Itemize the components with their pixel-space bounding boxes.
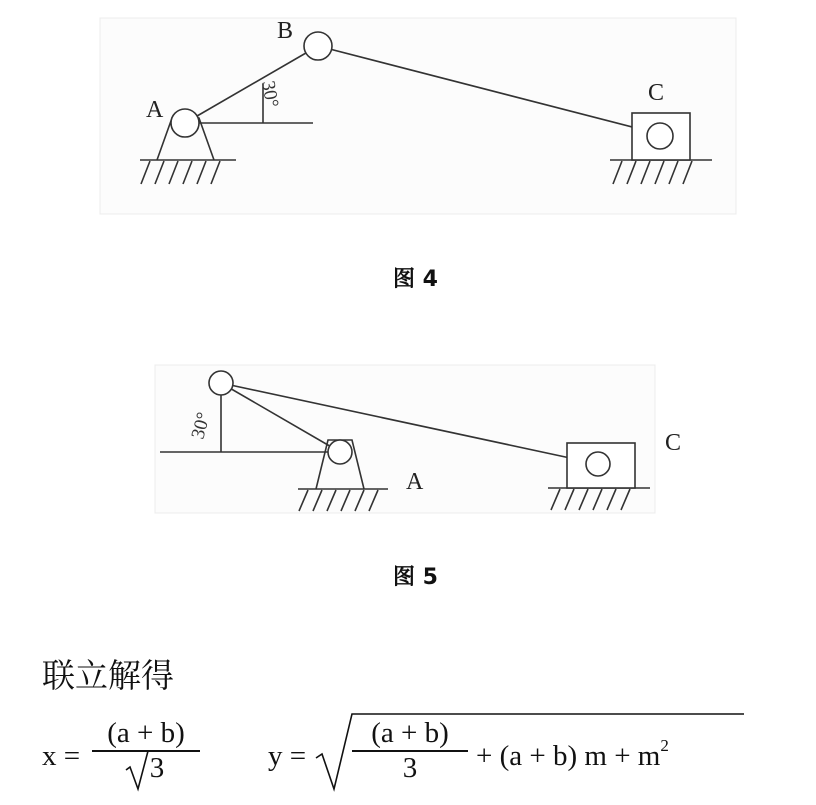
joint-c (647, 123, 673, 149)
joint-c-fig5 (586, 452, 610, 476)
figure-4-caption: 图 4 (393, 267, 438, 292)
x-eq-numerator: (a + b) (107, 717, 185, 749)
label-a-fig4: A (146, 97, 164, 123)
solution-heading: 联立解得 (42, 656, 174, 695)
figure-5 (155, 365, 655, 513)
y-eq-exponent: 2 (660, 736, 669, 755)
label-c-fig5: C (665, 430, 682, 456)
x-eq-fraction (92, 717, 200, 785)
label-c-fig4: C (648, 80, 665, 106)
figure-4 (100, 18, 736, 214)
x-eq-lhs: x = (42, 740, 81, 772)
joint-b (304, 32, 332, 60)
label-b-fig4: B (277, 18, 294, 44)
x-eq-denominator: 3 (92, 750, 200, 785)
joint-a (171, 109, 199, 137)
angle-label-fig4: 30° (257, 79, 283, 110)
y-eq-denominator: 3 (352, 750, 468, 785)
y-eq-fraction (352, 717, 468, 785)
joint-a-fig5 (328, 440, 352, 464)
y-eq-tail-text: + (a + b) m + m (476, 740, 661, 772)
joint-b-fig5 (209, 371, 233, 395)
angle-label-fig5: 30° (187, 410, 215, 442)
y-eq-lhs: y = (268, 740, 307, 772)
y-eq-tail (476, 736, 669, 773)
figure-5-caption: 图 5 (393, 565, 438, 590)
y-eq-numerator: (a + b) (371, 717, 449, 749)
label-a-fig5: A (406, 469, 424, 495)
